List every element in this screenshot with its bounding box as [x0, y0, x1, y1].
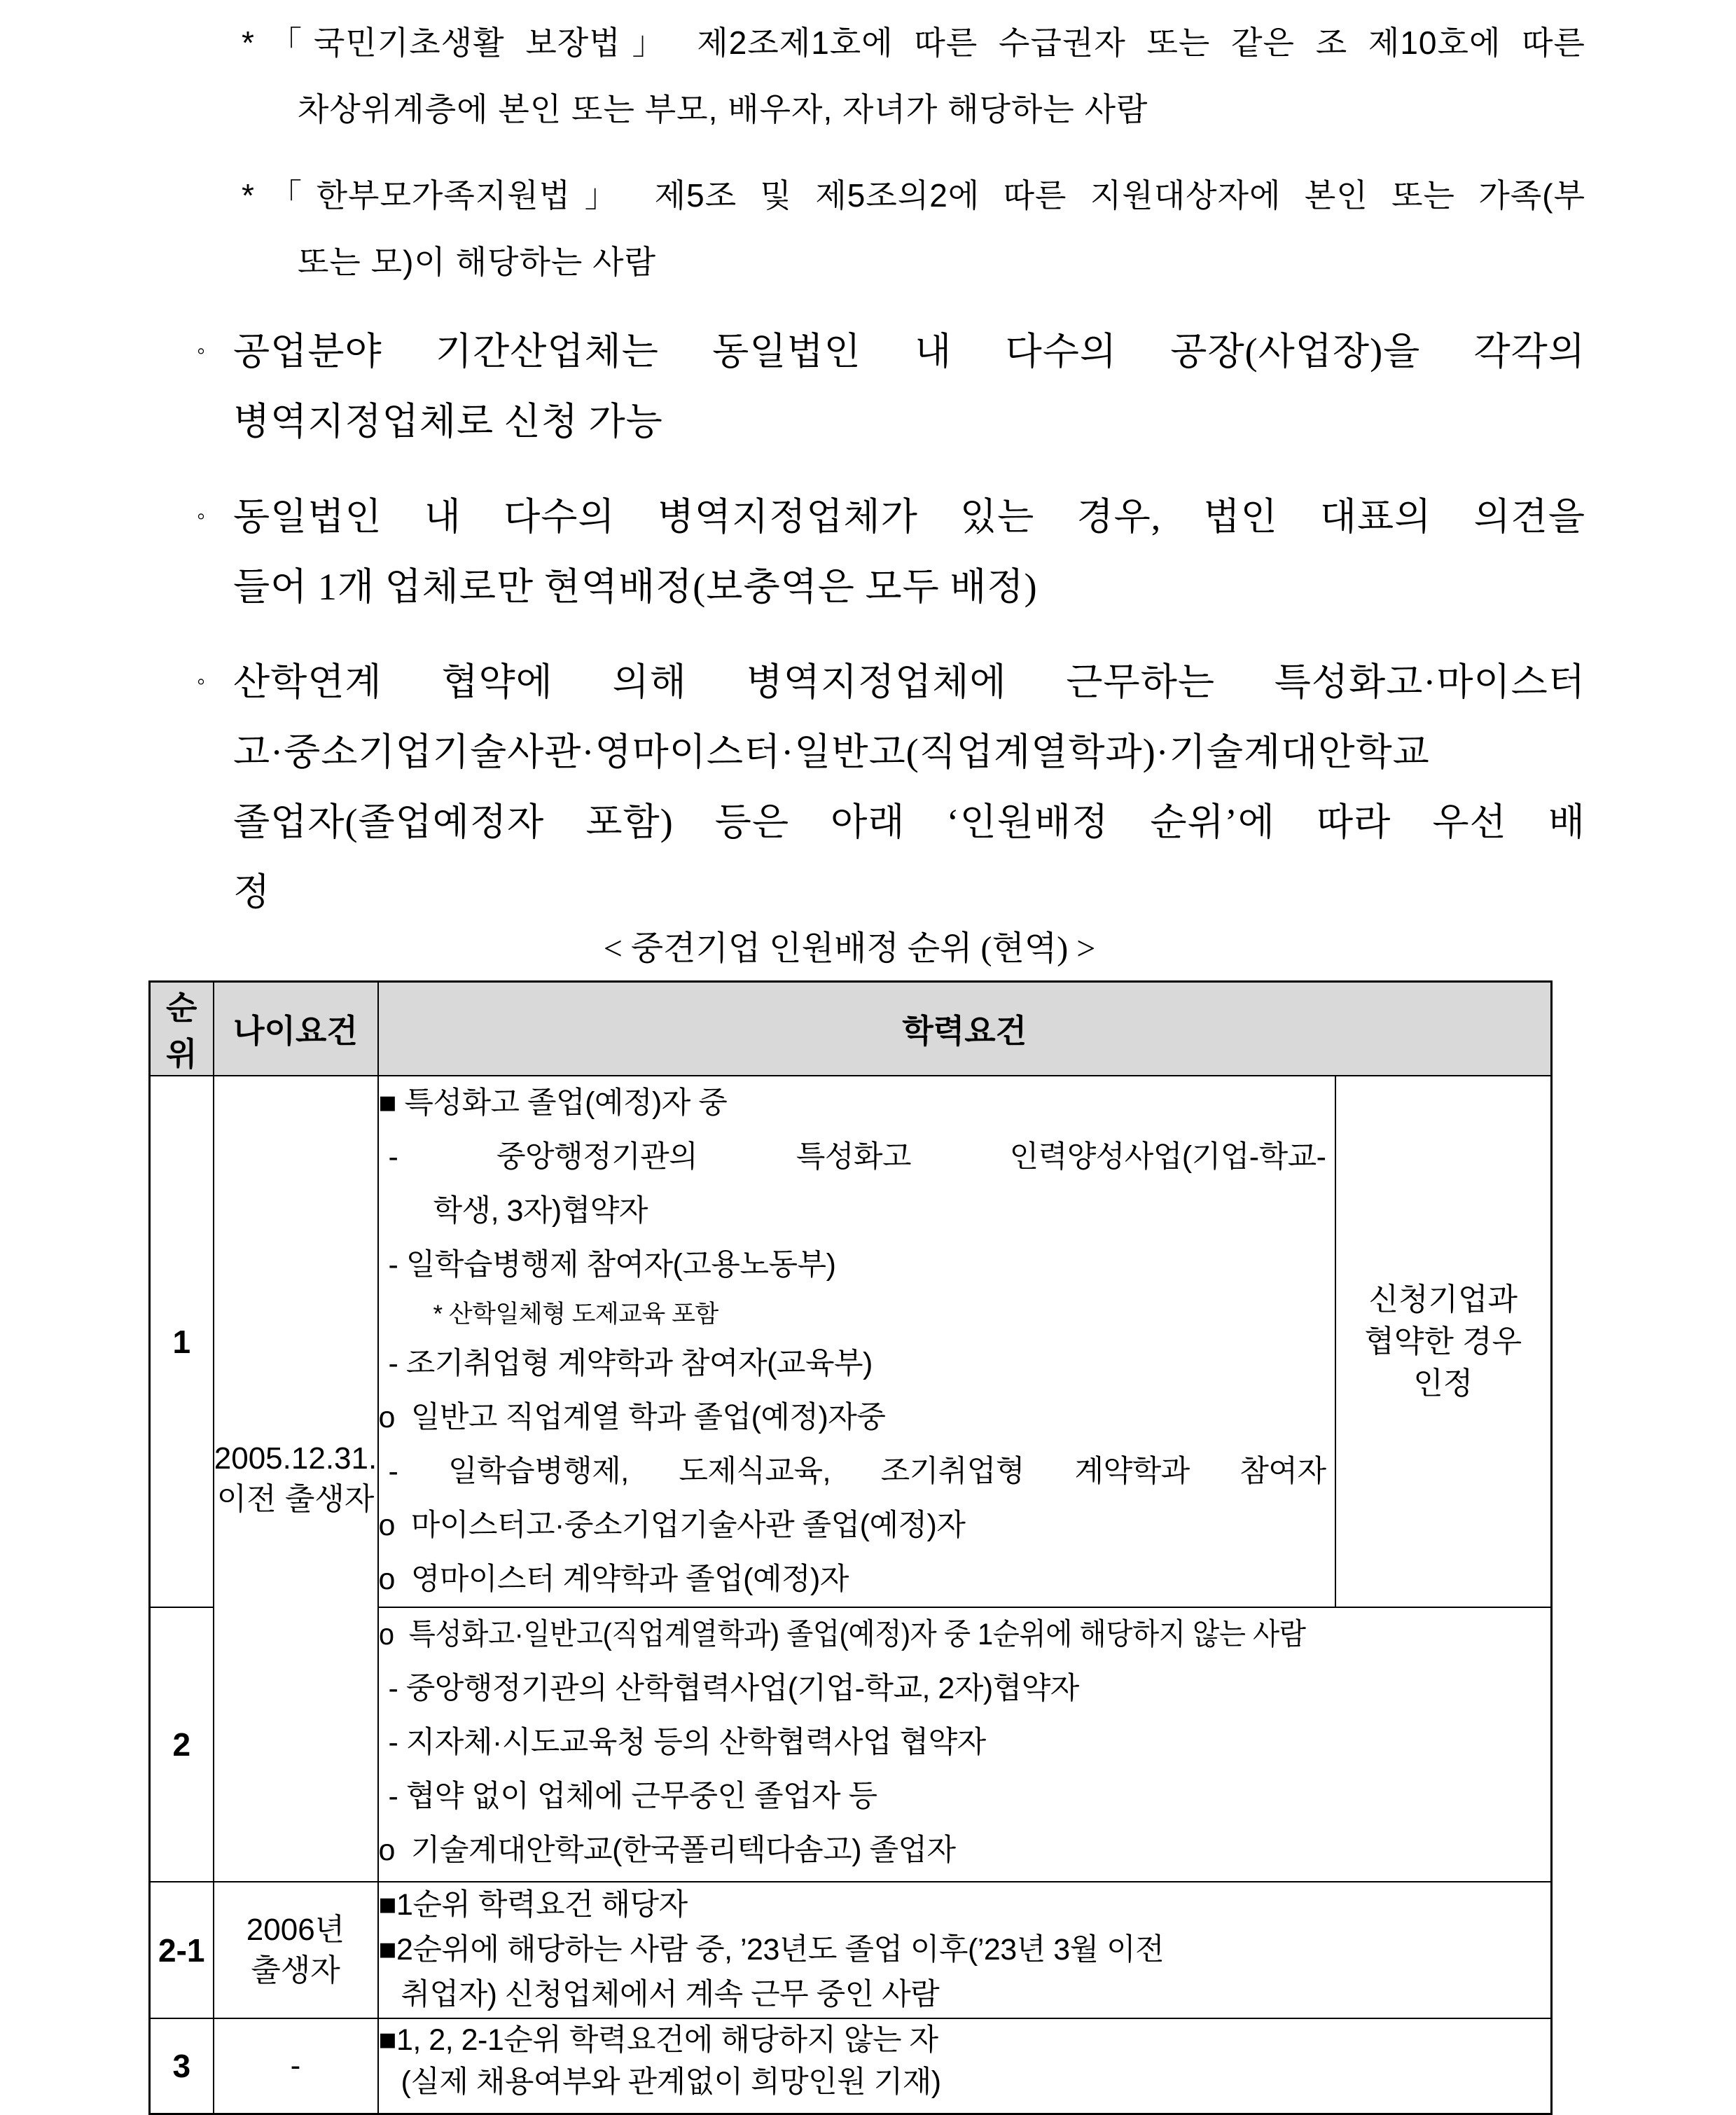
- edu-line: 학생, 3자)협약자: [433, 1194, 648, 1228]
- asterisk-marker: *: [242, 177, 255, 214]
- bullet-line-text: 동일법인 내 다수의 병역지정업체가 있는 경우, 법인 대표의 의견을: [233, 496, 1585, 538]
- edu-line: ■2순위에 해당하는 사람 중, ’23년도 졸업 이후(’23년 3월 이전: [378, 1933, 1165, 1967]
- note-cell-line: 협약한 경우: [1364, 1324, 1522, 1359]
- note-cell-line: 인정: [1413, 1366, 1473, 1401]
- age-line: 출생자: [251, 1953, 340, 1988]
- edu-line: - 일학습병행제 참여자(고용노동부): [388, 1248, 836, 1282]
- note-line-text: 또는 모)이 해당하는 사람: [298, 244, 657, 280]
- age-cell-rank3: -: [214, 2018, 378, 2114]
- bullet-line-text: 산학연계 협약에 의해 병역지정업체에 근무하는 특성화고·마이스터: [233, 661, 1585, 703]
- bullet-line-text: 공업분야 기간산업체는 동일법인 내 다수의 공장(사업장)을 각각의: [233, 331, 1585, 373]
- edu-line: 취업자) 신청업체에서 계속 근무 중인 사람: [401, 1978, 940, 2011]
- bullet-line: [197, 482, 1585, 552]
- rank-cell-2-1: 2-1: [150, 1882, 214, 2018]
- edu-line: ■1순위 학력요건 해당자: [378, 1888, 688, 1922]
- edu-line: - 협약 없이 업체에 근무중인 졸업자 등: [388, 1780, 877, 1813]
- edu-line: - 중앙행정기관의 산학협력사업(기업-학교, 2자)협약자: [388, 1672, 1079, 1705]
- bullet-line-text: 병역지정업체로 신청 가능: [233, 401, 663, 443]
- age-line: 이전 출생자: [216, 1481, 375, 1516]
- note-line-text: 「한부모가족지원법」 제5조 및 제5조의2에 따른 지원대상자에 본인 또는 가족(부: [270, 177, 1585, 214]
- education-cell-rank2-1: [378, 1882, 1552, 2018]
- note-line-text: 「국민기초생활 보장법」 제2조제1호에 따른 수급권자 또는 같은 조 제10호에 따른: [270, 25, 1585, 61]
- bullet-line-text: 정: [233, 871, 271, 913]
- edu-line: o 마이스터고·중소기업기술사관 졸업(예정)자: [378, 1509, 966, 1542]
- edu-line: - 조기취업형 계약학과 참여자(교육부): [388, 1347, 873, 1380]
- edu-line: (실제 채용여부와 관계없이 희망인원 기재): [401, 2065, 941, 2099]
- legal-notes-block: [0, 0, 1736, 296]
- edu-line: ■1, 2, 2-1순위 학력요건에 해당하지 않는 자: [378, 2023, 938, 2057]
- age-cell-rank1-2: [214, 1076, 378, 1882]
- policy-bullet-same-corporation: [197, 482, 1585, 622]
- edu-line: o 일반고 직업계열 학과 졸업(예정)자중: [378, 1401, 886, 1434]
- table-row-rank1: [150, 1076, 1552, 1607]
- edu-line: - 지자체·시도교육청 등의 산학협력사업 협약자: [388, 1726, 986, 1759]
- note-cell-line: 신청기업과: [1368, 1282, 1518, 1317]
- edu-line: o 기술계대안학교(한국폴리텍다솜고) 졸업자: [378, 1833, 956, 1867]
- rank-cell-1: 1: [150, 1076, 214, 1607]
- legal-note-basic-livelihood: [242, 10, 1585, 143]
- rank-cell-3: 3: [150, 2018, 214, 2114]
- legal-note-single-parent: [242, 162, 1585, 296]
- policy-bullet-school-industry: [197, 647, 1585, 927]
- edu-line: ■ 특성화고 졸업(예정)자 중: [378, 1086, 728, 1120]
- header-rank: 순위: [150, 982, 214, 1076]
- table-row-rank3: [150, 2018, 1552, 2114]
- bullet-line-text: 들어 1개 업체로만 현역배정(보충역은 모두 배정): [233, 566, 1038, 608]
- circle-bullet-marker: ◦: [197, 669, 207, 695]
- edu-line: o 영마이스터 계약학과 졸업(예정)자: [378, 1562, 849, 1596]
- education-cell-rank2: [378, 1607, 1552, 1882]
- bullet-line: [197, 317, 1585, 387]
- table-title: < 중견기업 인원배정 순위 (현역) >: [603, 930, 1096, 967]
- education-cell-rank3: [378, 2018, 1552, 2114]
- policy-bullet-industrial: [197, 317, 1585, 457]
- table-header-row: [150, 982, 1552, 1076]
- edu-line: o 특성화고·일반고(직업계열학과) 졸업(예정)자 중 1순위에 해당하지 않는 사람: [378, 1618, 1306, 1651]
- circle-bullet-marker: ◦: [197, 504, 207, 529]
- edu-line: * 산학일체형 도제교육 포함: [433, 1301, 718, 1328]
- agreement-note-cell: [1335, 1076, 1552, 1607]
- header-age: 나이요건: [214, 982, 378, 1076]
- header-education: 학력요건: [378, 982, 1552, 1076]
- priority-table: [148, 980, 1553, 2115]
- age-line: 2005.12.31.: [214, 1441, 377, 1476]
- bullet-line-text: 졸업자(졸업예정자 포함) 등은 아래 ‘인원배정 순위’에 따라 우선 배: [233, 801, 1585, 843]
- asterisk-marker: *: [242, 25, 255, 61]
- bullet-line: [197, 647, 1585, 717]
- edu-line: - 일학습병행제, 도제식교육, 조기취업형 계약학과 참여자: [388, 1455, 1326, 1488]
- age-cell-rank2-1: [214, 1882, 378, 2018]
- bullet-line-text: 고·중소기업기술사관·영마이스터·일반고(직업계열학과)·기술계대안학교: [233, 731, 1430, 773]
- rank-cell-2: 2: [150, 1607, 214, 1882]
- table-row-rank2-1: [150, 1882, 1552, 2018]
- note-line: [242, 10, 1585, 76]
- note-line-text: 차상위계층에 본인 또는 부모, 배우자, 자녀가 해당하는 사람: [298, 91, 1148, 127]
- note-line: [242, 162, 1585, 229]
- education-cell-rank1: [378, 1076, 1335, 1607]
- circle-bullet-marker: ◦: [197, 338, 207, 364]
- edu-line: - 중앙행정기관의 특성화고 인력양성사업(기업-학교-: [388, 1140, 1326, 1174]
- age-line: 2006년: [246, 1912, 345, 1947]
